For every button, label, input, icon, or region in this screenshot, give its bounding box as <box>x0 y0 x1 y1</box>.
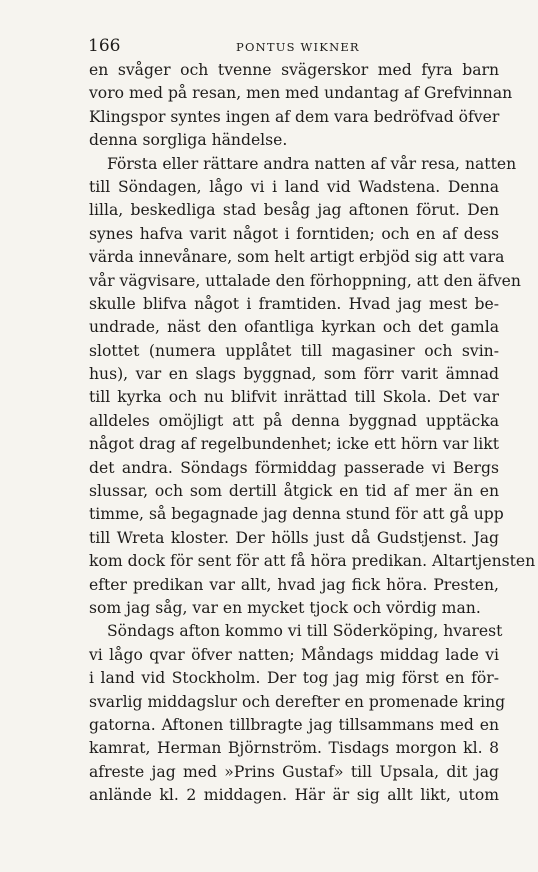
text-line: voro med på resan, men med undantag af Grefvinnan <box>89 84 513 103</box>
text-line: vi lågo qvar öfver natten; Måndags middag lade vi <box>89 645 499 664</box>
page-number: 166 <box>88 36 121 56</box>
text-line: afreste jag med »Prins Gustaf» till Upsala, dit jag <box>89 762 499 781</box>
text-line: Första eller rättare andra natten af vår resa, natten <box>107 154 517 173</box>
text-line: undrade, näst den ofantliga kyrkan och det gamla <box>89 318 499 337</box>
text-line: alldeles omöjligt att på denna byggnad upptäcka <box>89 411 499 430</box>
text-line: till Söndagen, lågo vi i land vid Wadstena. Denna <box>89 177 499 196</box>
text-line: värda innevånare, som helt artigt erbjöd sig att vara <box>89 248 505 267</box>
text-line: synes hafva varit något i forntiden; och en af dess <box>89 224 499 243</box>
text-line: denna sorgliga händelse. <box>89 131 288 150</box>
page-header <box>88 36 502 56</box>
text-line: hus), var en slags byggnad, som förr varit ämnad <box>89 365 499 384</box>
text-line: slottet (numera upplåtet till magasiner och svin- <box>89 341 499 360</box>
text-line: gatorna. Aftonen tillbragte jag tillsammans med en <box>89 715 499 734</box>
text-line: som jag såg, var en mycket tjock och vördig man. <box>89 598 481 617</box>
text-line: efter predikan var allt, hvad jag fick höra. Presten, <box>89 575 499 594</box>
text-line: timme, så begagnade jag denna stund för att gå upp <box>89 505 504 524</box>
text-line: Söndags afton kommo vi till Söderköping, hvarest <box>107 622 503 641</box>
text-line: det andra. Söndags förmiddag passerade vi Bergs <box>89 458 499 477</box>
text-line: kamrat, Herman Björnström. Tisdags morgon kl. 8 <box>89 739 499 758</box>
text-line: till kyrka och nu blifvit inrättad till Skola. Det var <box>89 388 499 407</box>
text-line: anlände kl. 2 middagen. Här är sig allt likt, utom <box>89 786 499 805</box>
text-line: till Wreta kloster. Der hölls just då Gudstjenst. Jag <box>89 528 499 547</box>
running-head: PONTUS WIKNER <box>236 40 360 54</box>
text-line: skulle blifva något i framtiden. Hvad jag mest be- <box>89 294 499 313</box>
text-line: lilla, beskedliga stad besåg jag aftonen förut. Den <box>89 201 499 220</box>
text-line: i land vid Stockholm. Der tog jag mig först en för- <box>89 669 499 688</box>
text-line: kom dock för sent för att få höra predikan. Altartjensten <box>89 552 536 571</box>
text-line: något drag af regelbundenhet; icke ett hörn var likt <box>89 435 499 454</box>
text-line: en svåger och tvenne svägerskor med fyra barn <box>89 61 499 79</box>
text-line: svarlig middagslur och derefter en promenade kring <box>89 692 506 711</box>
body-text <box>89 59 536 808</box>
text-line: Klingspor syntes ingen af dem vara bedröfvad öfver <box>89 107 500 126</box>
text-line: vår vägvisare, uttalade den förhoppning, att den äfven <box>89 271 521 290</box>
text-line: slussar, och som dertill åtgick en tid af mer än en <box>89 482 499 501</box>
